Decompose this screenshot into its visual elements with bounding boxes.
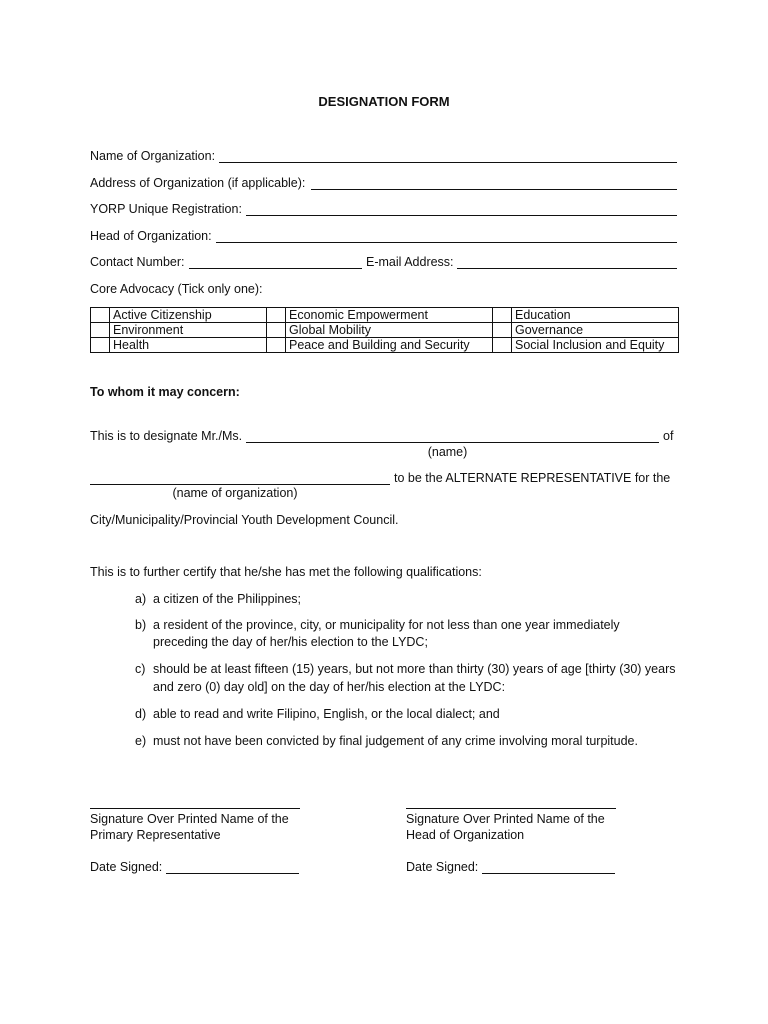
- designate-prefix: This is to designate Mr./Ms.: [90, 429, 243, 443]
- yorp-label: YORP Unique Registration:: [90, 202, 242, 216]
- certify-intro: This is to further certify that he/she has met the following qualifications:: [90, 565, 482, 579]
- qualification-text: able to read and write Filipino, English, or the local dialect; and: [153, 707, 500, 721]
- advocacy-checkbox[interactable]: [267, 308, 286, 323]
- table-row: [91, 308, 679, 323]
- advocacy-table: [90, 307, 679, 353]
- list-marker: c): [135, 662, 146, 676]
- email-label: E-mail Address:: [366, 255, 454, 269]
- advocacy-checkbox[interactable]: [91, 338, 110, 353]
- qualification-text: and zero (0) day old] on the day of her/his election at the LYDC:: [153, 680, 506, 694]
- org-address-label: Address of Organization (if applicable):: [90, 176, 306, 190]
- advocacy-option: Environment: [110, 323, 267, 338]
- name-caption: (name): [427, 445, 468, 459]
- table-row: [91, 323, 679, 338]
- core-advocacy-label: Core Advocacy (Tick only one):: [90, 282, 263, 296]
- alternate-text: to be the ALTERNATE REPRESENTATIVE for the: [394, 471, 671, 485]
- advocacy-option: Active Citizenship: [110, 308, 267, 323]
- list-marker: e): [135, 734, 147, 748]
- head-signature-line[interactable]: [406, 808, 616, 809]
- designee-name-line[interactable]: [246, 442, 659, 443]
- advocacy-option: Social Inclusion and Equity: [512, 338, 679, 353]
- qualification-text: preceding the day of her/his election to the LYDC;: [153, 635, 428, 649]
- org-name-label: Name of Organization:: [90, 149, 216, 163]
- email-line[interactable]: [457, 268, 677, 269]
- advocacy-checkbox[interactable]: [493, 308, 512, 323]
- qualification-text: a resident of the province, city, or municipality for not less than one year immediately: [153, 618, 620, 632]
- primary-signature-caption-1: Signature Over Printed Name of the: [90, 812, 289, 826]
- org-address-line[interactable]: [311, 189, 677, 190]
- contact-line[interactable]: [189, 268, 362, 269]
- head-date-label: Date Signed:: [406, 860, 479, 874]
- list-marker: a): [135, 592, 147, 606]
- head-signature-caption-2: Head of Organization: [406, 828, 525, 842]
- list-marker: b): [135, 618, 147, 632]
- advocacy-option: Peace and Building and Security: [286, 338, 493, 353]
- salutation: To whom it may concern:: [90, 385, 240, 399]
- advocacy-option: Education: [512, 308, 679, 323]
- advocacy-checkbox[interactable]: [267, 323, 286, 338]
- primary-date-line[interactable]: [166, 873, 299, 874]
- form-title: DESIGNATION FORM: [318, 94, 450, 109]
- org-name-line[interactable]: [219, 162, 677, 163]
- advocacy-checkbox[interactable]: [267, 338, 286, 353]
- advocacy-option: Health: [110, 338, 267, 353]
- advocacy-option: Governance: [512, 323, 679, 338]
- advocacy-checkbox[interactable]: [91, 308, 110, 323]
- table-row: [91, 338, 679, 353]
- head-signature-caption-1: Signature Over Printed Name of the: [406, 812, 605, 826]
- qualification-text: a citizen of the Philippines;: [153, 592, 302, 606]
- list-marker: d): [135, 707, 147, 721]
- qualification-text: must not have been convicted by final judgement of any crime involving moral turpitude.: [153, 734, 638, 748]
- designate-of: of: [663, 429, 674, 443]
- advocacy-option: Global Mobility: [286, 323, 493, 338]
- yorp-line[interactable]: [246, 215, 677, 216]
- organization-name-line[interactable]: [90, 484, 390, 485]
- advocacy-checkbox[interactable]: [91, 323, 110, 338]
- advocacy-option: Economic Empowerment: [286, 308, 493, 323]
- advocacy-checkbox[interactable]: [493, 338, 512, 353]
- primary-date-label: Date Signed:: [90, 860, 163, 874]
- advocacy-checkbox[interactable]: [493, 323, 512, 338]
- head-line[interactable]: [216, 242, 677, 243]
- qualification-text: should be at least fifteen (15) years, but not more than thirty (30) years of age [thirty (30) years: [153, 662, 676, 676]
- organization-caption: (name of organization): [172, 486, 298, 500]
- primary-signature-line[interactable]: [90, 808, 300, 809]
- primary-signature-caption-2: Primary Representative: [90, 828, 221, 842]
- head-date-line[interactable]: [482, 873, 615, 874]
- contact-label: Contact Number:: [90, 255, 185, 269]
- head-label: Head of Organization:: [90, 229, 212, 243]
- council-text: City/Municipality/Provincial Youth Development Council.: [90, 513, 399, 527]
